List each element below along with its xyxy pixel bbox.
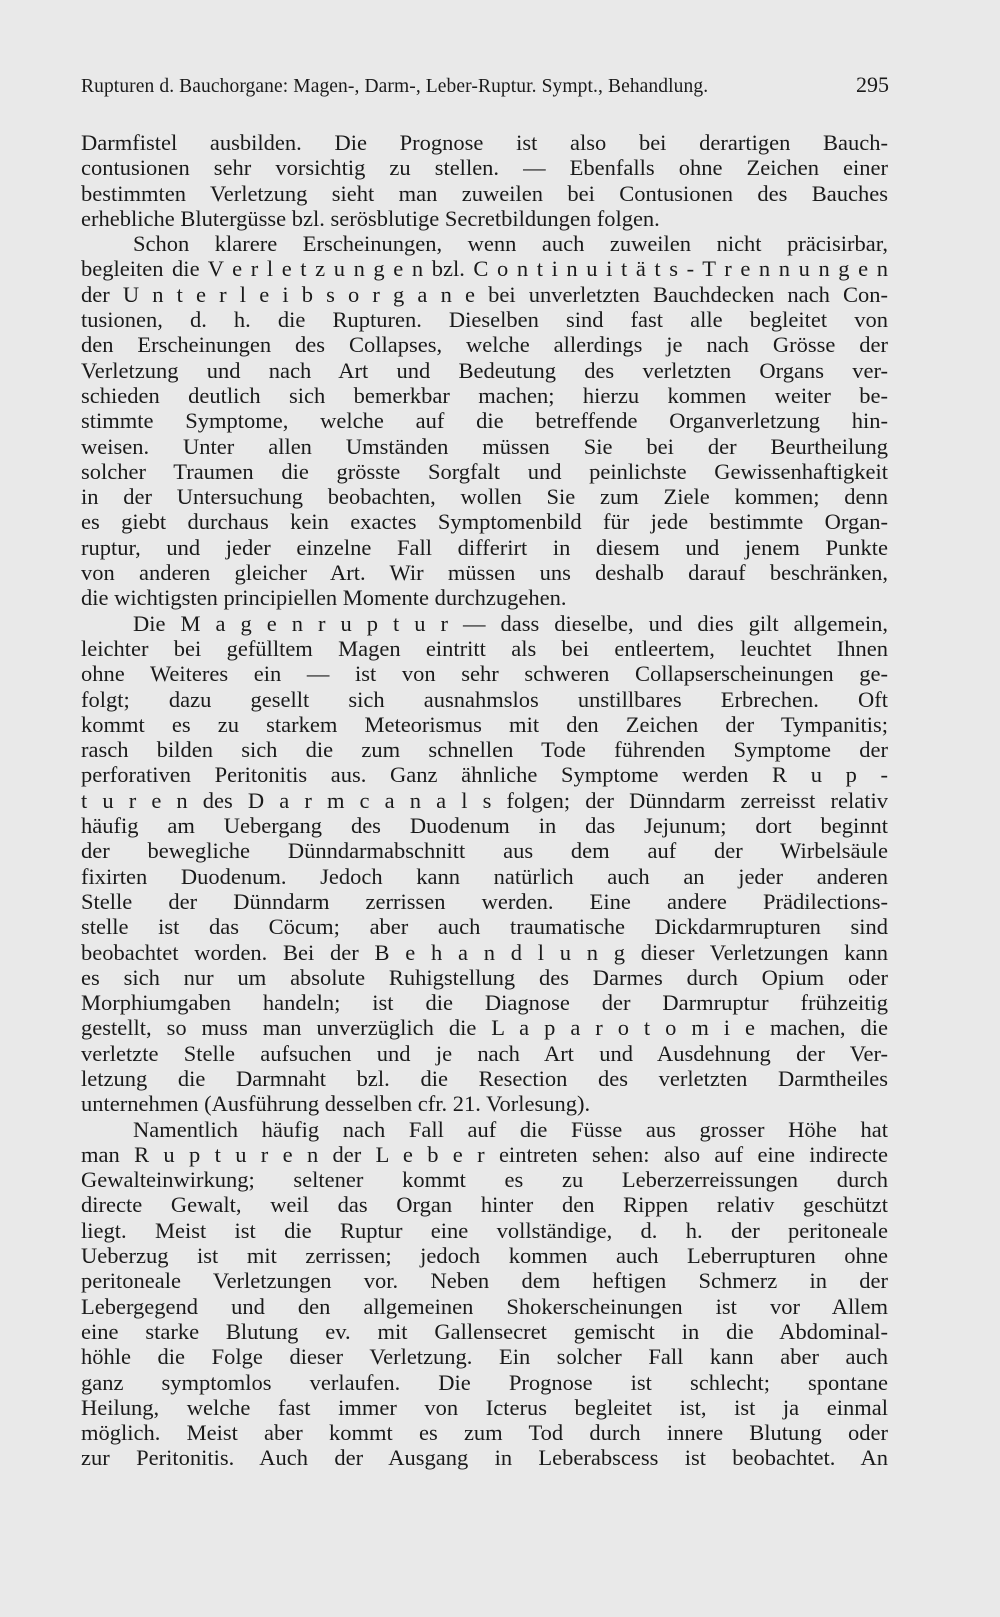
text-line: verletzte Stelle aufsuchen und je nach Art und Ausdehnung der Ver- bbox=[81, 1040, 888, 1066]
text-line: schieden deutlich sich bemerkbar machen; hierzu kommen weiter be- bbox=[81, 382, 888, 408]
text-line: kommt es zu starkem Meteorismus mit den Zeichen der Tympanitis; bbox=[81, 711, 888, 737]
text-line: möglich. Meist aber kommt es zum Tod durch innere Blutung oder bbox=[81, 1420, 888, 1446]
text-line: bestimmten Verletzung sieht man zuweilen bei Contusionen des Bauches bbox=[81, 180, 888, 206]
text-line: Die M a g e n r u p t u r — dass dieselbe, und dies gilt allgemein, bbox=[133, 610, 888, 636]
text-line: directe Gewalt, weil das Organ hinter den Rippen relativ geschützt bbox=[81, 1192, 888, 1218]
text-line: Ueberzug ist mit zerrissen; jedoch kommen auch Leberrupturen ohne bbox=[81, 1243, 888, 1269]
text-line: stelle ist das Cöcum; aber auch traumatische Dickdarmrupturen sind bbox=[81, 914, 888, 940]
text-line: gestellt, so muss man unverzüglich die L a p a r o t o m i e machen, die bbox=[81, 1015, 888, 1041]
text-line: eine starke Blutung ev. mit Gallensecret gemischt in die Abdominal- bbox=[81, 1318, 888, 1344]
text-line: Stelle der Dünndarm zerrissen werden. Eine andere Prädilections- bbox=[81, 888, 888, 914]
text-line: Schon klarere Erscheinungen, wenn auch zuweilen nicht präcisirbar, bbox=[133, 231, 888, 257]
text-line: der bewegliche Dünndarmabschnitt aus dem auf der Wirbelsäule bbox=[81, 838, 888, 864]
text-line: peritoneale Verletzungen vor. Neben dem heftigen Schmerz in der bbox=[81, 1268, 888, 1294]
text-line: folgt; dazu gesellt sich ausnahmslos unstillbares Erbrechen. Oft bbox=[81, 686, 888, 712]
text-line: ganz symptomlos verlaufen. Die Prognose ist schlecht; spontane bbox=[81, 1369, 888, 1395]
text-line: zur Peritonitis. Auch der Ausgang in Leberabscess ist beobachtet. An bbox=[81, 1445, 888, 1471]
text-line: perforativen Peritonitis aus. Ganz ähnliche Symptome werden R u p - bbox=[81, 762, 888, 788]
body-text bbox=[81, 130, 888, 1471]
text-line: Namentlich häufig nach Fall auf die Füsse aus grosser Höhe hat bbox=[133, 1116, 888, 1142]
text-line: erhebliche Blutergüsse bzl. serösblutige Secretbildungen folgen. bbox=[81, 205, 660, 231]
running-title: Rupturen d. Bauchorgane: Magen-, Darm-, Leber-Ruptur. Sympt., Behandlung. bbox=[81, 76, 709, 97]
text-line: Verletzung und nach Art und Bedeutung des verletzten Organs ver- bbox=[81, 357, 888, 383]
text-line: von anderen gleicher Art. Wir müssen uns deshalb darauf beschränken, bbox=[81, 560, 888, 586]
text-line: rasch bilden sich die zum schnellen Tode führenden Symptome der bbox=[81, 737, 888, 763]
text-line: begleiten die V e r l e t z u n g e n bzl. C o n t i n u i t ä t s - T r e n n u n g e n bbox=[81, 256, 888, 282]
text-line: Darmfistel ausbilden. Die Prognose ist also bei derartigen Bauch- bbox=[81, 130, 888, 155]
text-line: den Erscheinungen des Collapses, welche allerdings je nach Grösse der bbox=[81, 332, 888, 358]
text-line: solcher Traumen die grösste Sorgfalt und peinlichste Gewissenhaftigkeit bbox=[81, 458, 888, 484]
text-line: fixirten Duodenum. Jedoch kann natürlich auch an jeder anderen bbox=[81, 863, 888, 889]
text-line: Lebergegend und den allgemeinen Shokerscheinungen ist vor Allem bbox=[81, 1293, 888, 1319]
text-line: liegt. Meist ist die Ruptur eine vollständige, d. h. der peritoneale bbox=[81, 1217, 888, 1243]
text-line: die wichtigsten principiellen Momente durchzugehen. bbox=[81, 585, 567, 611]
text-line: höhle die Folge dieser Verletzung. Ein solcher Fall kann aber auch bbox=[81, 1344, 888, 1370]
text-line: weisen. Unter allen Umständen müssen Sie bei der Beurtheilung bbox=[81, 433, 888, 459]
text-line: man R u p t u r e n der L e b e r eintreten sehen: also auf eine indirecte bbox=[81, 1141, 888, 1167]
text-line: contusionen sehr vorsichtig zu stellen. — Ebenfalls ohne Zeichen einer bbox=[81, 155, 888, 181]
text-line: t u r e n des D a r m c a n a l s folgen; der Dünndarm zerreisst relativ bbox=[81, 787, 888, 813]
text-line: unternehmen (Ausführung desselben cfr. 21. Vorlesung). bbox=[81, 1091, 591, 1117]
text-line: Gewalteinwirkung; seltener kommt es zu Leberzerreissungen durch bbox=[81, 1167, 888, 1193]
text-line: es sich nur um absolute Ruhigstellung des Darmes durch Opium oder bbox=[81, 964, 888, 990]
text-line: es giebt durchaus kein exactes Symptomenbild für jede bestimmte Organ- bbox=[81, 509, 888, 535]
text-line: der U n t e r l e i b s o r g a n e bei unverletzten Bauchdecken nach Con- bbox=[81, 281, 888, 307]
running-header bbox=[81, 72, 889, 100]
text-line: Morphiumgaben handeln; ist die Diagnose der Darmruptur frühzeitig bbox=[81, 990, 888, 1016]
text-line: leichter bei gefülltem Magen eintritt als bei entleertem, leuchtet Ihnen bbox=[81, 635, 888, 661]
text-line: letzung die Darmnaht bzl. die Resection des verletzten Darmtheiles bbox=[81, 1065, 888, 1091]
text-line: stimmte Symptome, welche auf die betreffende Organverletzung hin- bbox=[81, 408, 888, 434]
text-line: ohne Weiteres ein — ist von sehr schweren Collapserscheinungen ge- bbox=[81, 661, 888, 687]
text-line: tusionen, d. h. die Rupturen. Dieselben sind fast alle begleitet von bbox=[81, 307, 888, 333]
text-line: in der Untersuchung beobachten, wollen Sie zum Ziele kommen; denn bbox=[81, 484, 888, 510]
text-line: Heilung, welche fast immer von Icterus begleitet ist, ist ja einmal bbox=[81, 1394, 888, 1420]
text-line: ruptur, und jeder einzelne Fall differirt in diesem und jenem Punkte bbox=[81, 534, 888, 560]
page-number: 295 bbox=[856, 72, 889, 97]
text-line: häufig am Uebergang des Duodenum in das Jejunum; dort beginnt bbox=[81, 813, 888, 839]
text-line: beobachtet worden. Bei der B e h a n d l u n g dieser Verletzungen kann bbox=[81, 939, 888, 965]
